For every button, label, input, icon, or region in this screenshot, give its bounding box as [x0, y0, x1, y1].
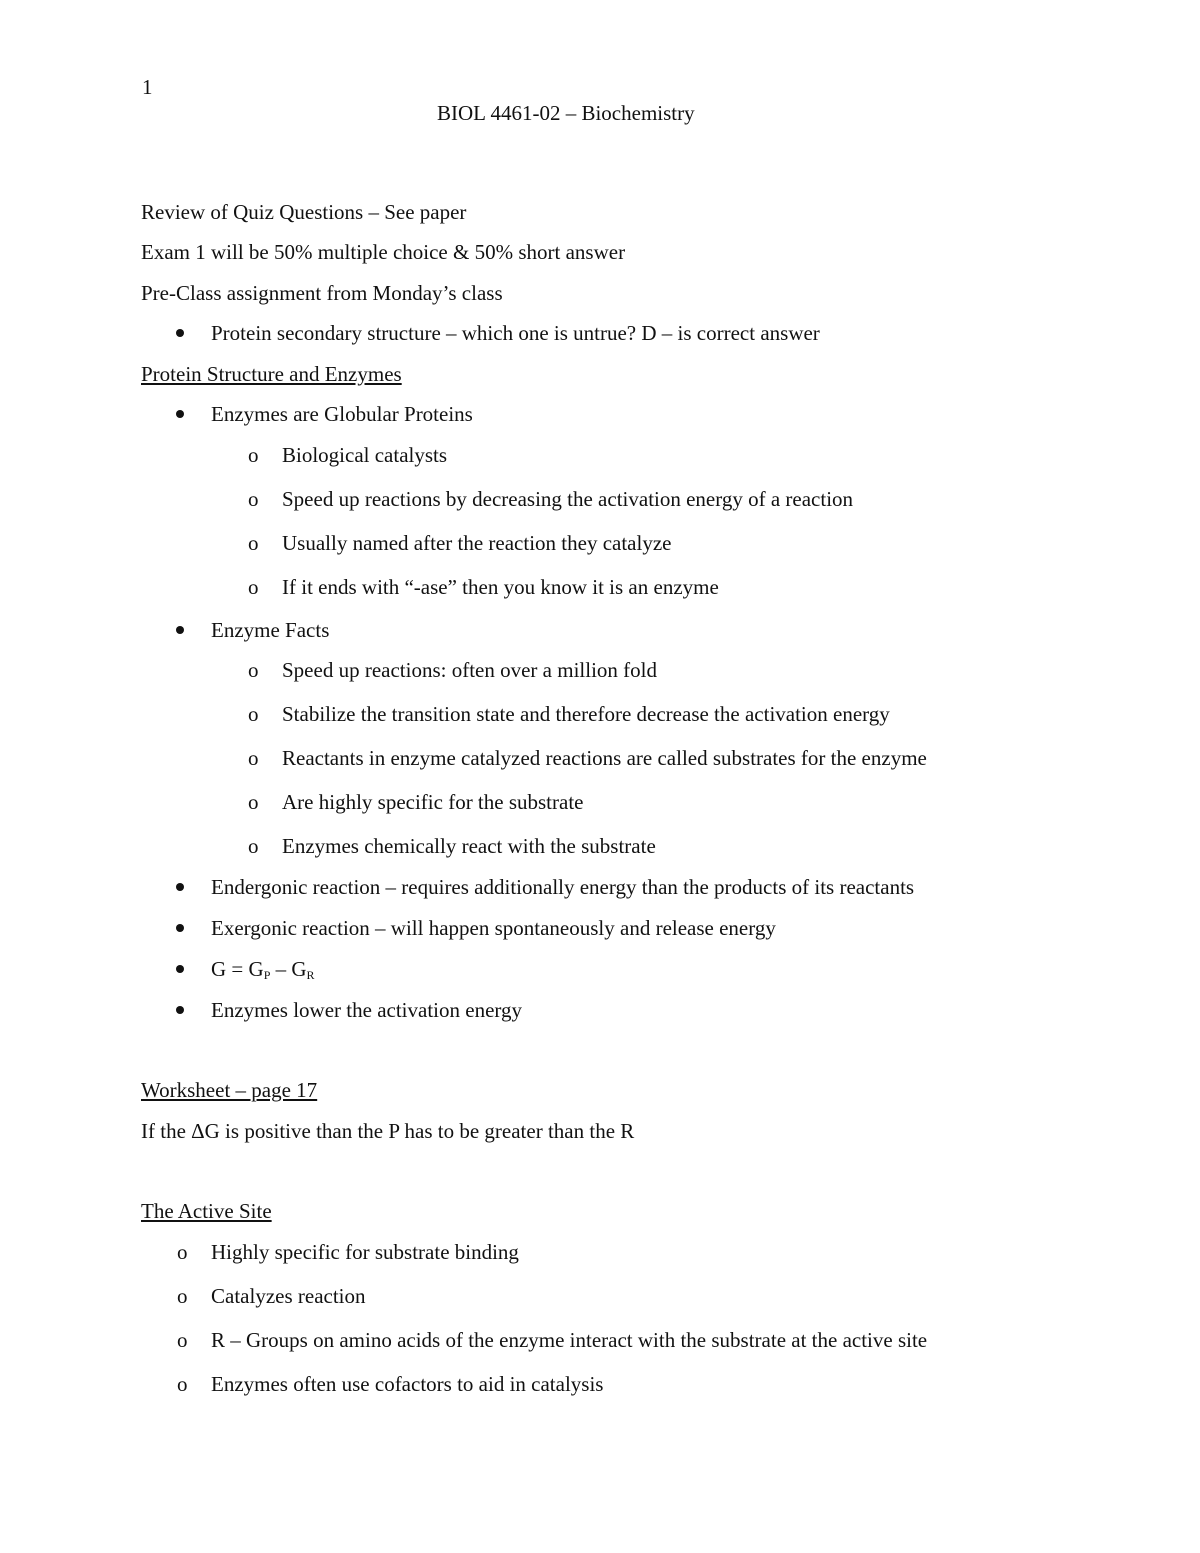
list-item: R – Groups on amino acids of the enzyme interact with the substrate at the active site — [211, 1328, 928, 1352]
bullet-endergonic: Endergonic reaction – requires additionally energy than the products of its reactants — [211, 875, 915, 899]
worksheet-line: If the ΔG is positive than the P has to be greater than the R — [141, 1119, 635, 1143]
circle-marker: o — [177, 1328, 188, 1352]
list-item: Speed up reactions by decreasing the activation energy of a reaction — [282, 487, 854, 511]
bullet-secondary-structure: Protein secondary structure – which one is untrue? D – is correct answer — [211, 321, 820, 345]
bullet-dot — [176, 1006, 184, 1014]
heading-protein-structure: Protein Structure and Enzymes — [141, 362, 402, 386]
bullet-dot — [176, 329, 184, 337]
bullet-dot — [176, 924, 184, 932]
circle-marker: o — [177, 1284, 188, 1308]
page-number: 1 — [142, 75, 153, 99]
intro-line-review: Review of Quiz Questions – See paper — [141, 200, 467, 224]
subscript-r: R — [306, 968, 315, 982]
circle-marker: o — [248, 443, 259, 467]
list-item: Enzymes chemically react with the substrate — [282, 834, 656, 858]
list-item: Speed up reactions: often over a million fold — [282, 658, 657, 682]
circle-marker: o — [248, 575, 259, 599]
equation-mid: – G — [270, 957, 307, 981]
intro-line-preclass: Pre-Class assignment from Monday’s class — [141, 281, 503, 305]
bullet-gibbs-equation — [211, 956, 315, 988]
list-item: Stabilize the transition state and therefore decrease the activation energy — [282, 702, 890, 726]
circle-marker: o — [248, 531, 259, 555]
list-item: If it ends with “-ase” then you know it is an enzyme — [282, 575, 719, 599]
circle-marker: o — [177, 1240, 188, 1264]
heading-active-site: The Active Site — [141, 1199, 272, 1223]
bullet-enzyme-facts: Enzyme Facts — [211, 618, 330, 642]
circle-marker: o — [248, 746, 259, 770]
bullet-exergonic: Exergonic reaction – will happen spontaneously and release energy — [211, 916, 776, 940]
bullet-dot — [176, 626, 184, 634]
list-item: Highly specific for substrate binding — [211, 1240, 519, 1264]
course-title: BIOL 4461-02 – Biochemistry — [437, 101, 695, 125]
circle-marker: o — [248, 487, 259, 511]
bullet-lower-activation: Enzymes lower the activation energy — [211, 998, 523, 1022]
list-item: Catalyzes reaction — [211, 1284, 366, 1308]
subscript-p: P — [263, 968, 271, 982]
list-item: Reactants in enzyme catalyzed reactions are called substrates for the enzyme — [282, 746, 927, 770]
list-item: Enzymes often use cofactors to aid in catalysis — [211, 1372, 604, 1396]
bullet-dot — [176, 883, 184, 891]
bullet-enzymes-globular: Enzymes are Globular Proteins — [211, 402, 473, 426]
bullet-dot — [176, 965, 184, 973]
circle-marker: o — [248, 790, 259, 814]
list-item: Are highly specific for the substrate — [282, 790, 584, 814]
list-item: Usually named after the reaction they catalyze — [282, 531, 672, 555]
intro-line-exam: Exam 1 will be 50% multiple choice & 50% short answer — [141, 240, 626, 264]
circle-marker: o — [248, 702, 259, 726]
heading-worksheet: Worksheet – page 17 — [141, 1078, 318, 1102]
circle-marker: o — [248, 658, 259, 682]
circle-marker: o — [248, 834, 259, 858]
bullet-dot — [176, 410, 184, 418]
equation-prefix: G = G — [211, 957, 264, 981]
list-item: Biological catalysts — [282, 443, 448, 467]
circle-marker: o — [177, 1372, 188, 1396]
